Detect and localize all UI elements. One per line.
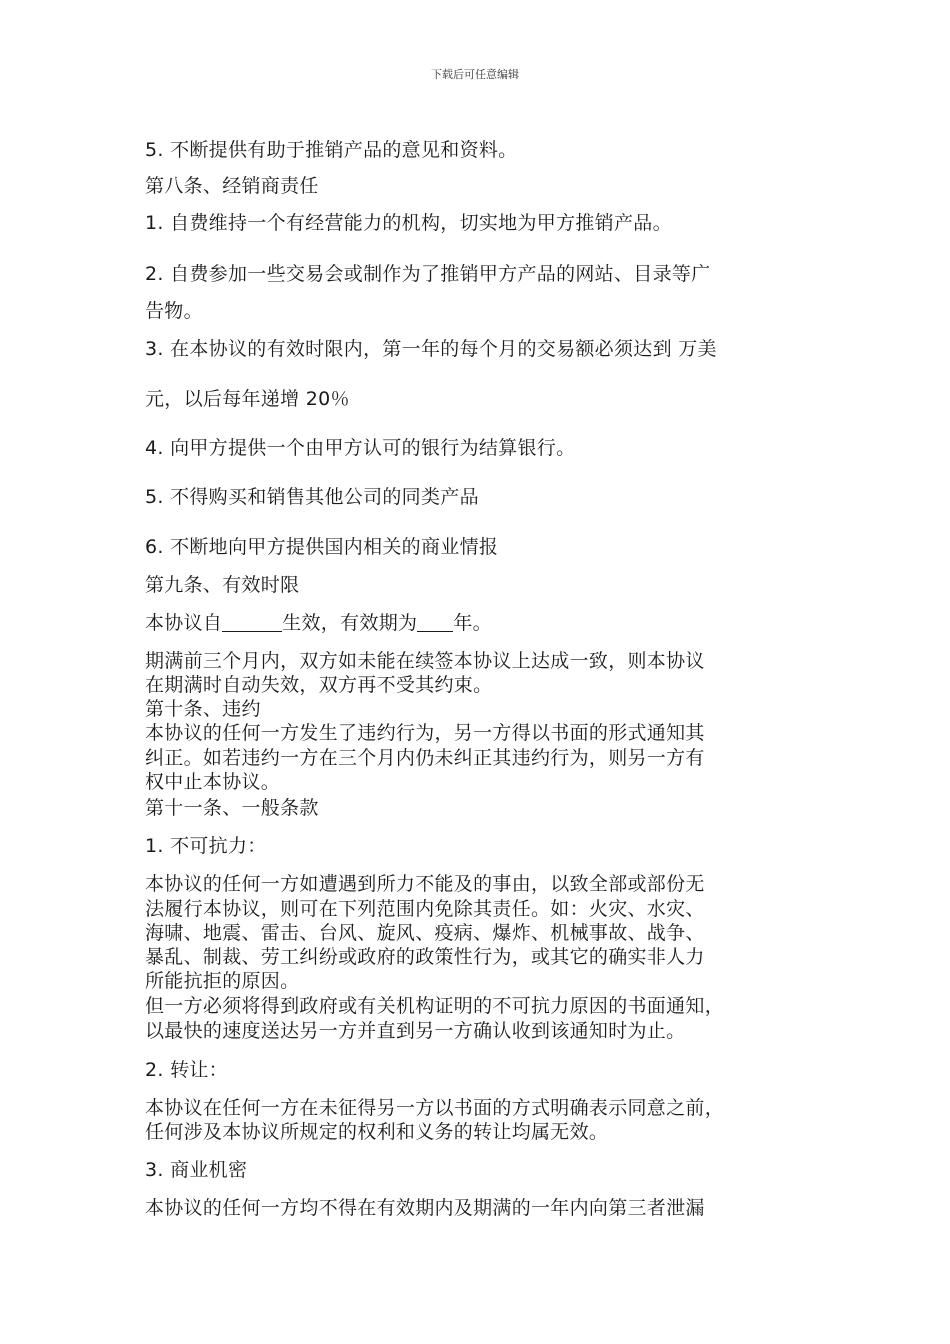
- clause-line: 本协议的任何一方如遭遇到所力不能及的事由，以致全部或部份无: [145, 873, 705, 895]
- subsection-heading: 3. 商业机密: [145, 1159, 248, 1181]
- clause-line: 本协议在任何一方在未征得另一方以书面的方式明确表示同意之前，: [145, 1097, 725, 1119]
- section-heading-article-11: 第十一条、一般条款: [145, 797, 319, 819]
- clause-line: 所能抗拒的原因。: [145, 970, 300, 992]
- section-heading-article-9: 第九条、有效时限: [145, 574, 300, 596]
- section-heading-article-8: 第八条、经销商责任: [145, 175, 319, 197]
- validity-period-line: [145, 611, 492, 635]
- clause-line: 元，以后每年递增 20％: [145, 388, 350, 410]
- clause-line: 1. 自费维持一个有经营能力的机构，切实地为甲方推销产品。: [145, 212, 672, 234]
- clause-line: 暴乱、制裁、劳工纠纷或政府的政策性行为，或其它的确实非人力: [145, 946, 705, 968]
- validity-text-middle: 生效，有效期为: [282, 612, 418, 634]
- clause-line: 3. 在本协议的有效时限内，第一年的每个月的交易额必须达到 万美: [145, 338, 717, 360]
- clause-line: 以最快的速度送达另一方并直到另一方确认收到该通知时为止。: [145, 1020, 686, 1042]
- clause-line: 权中止本协议。: [145, 771, 281, 793]
- clause-line: 但一方必须将得到政府或有关机构证明的不可抗力原因的书面通知，: [145, 995, 725, 1017]
- clause-line: 期满前三个月内，双方如未能在续签本协议上达成一致，则本协议: [145, 650, 705, 672]
- clause-line: 4. 向甲方提供一个由甲方认可的银行为结算银行。: [145, 437, 576, 459]
- clause-line: 本协议的任何一方均不得在有效期内及期满的一年内向第三者泄漏: [145, 1197, 705, 1219]
- validity-text-end: 年。: [453, 612, 492, 634]
- effective-date-blank[interactable]: [222, 611, 282, 632]
- clause-line: 5. 不断提供有助于推销产品的意见和资料。: [145, 139, 518, 161]
- clause-line: 告物。: [145, 300, 203, 322]
- subsection-heading: 2. 转让：: [145, 1059, 228, 1081]
- subsection-heading: 1. 不可抗力：: [145, 835, 267, 857]
- clause-line: 海啸、地震、雷击、台风、旋风、疫病、爆炸、机械事故、战争、: [145, 922, 705, 944]
- clause-line: 法履行本协议，则可在下列范围内免除其责任。如：火灾、水灾、: [145, 898, 705, 920]
- clause-line: 任何涉及本协议所规定的权利和义务的转让均属无效。: [145, 1121, 609, 1143]
- clause-line: 本协议的任何一方发生了违约行为，另一方得以书面的形式通知其: [145, 722, 705, 744]
- validity-years-blank[interactable]: [417, 611, 453, 632]
- clause-line: 5. 不得购买和销售其他公司的同类产品: [145, 486, 479, 508]
- clause-line: 纠正。如若违约一方在三个月内仍未纠正其违约行为，则另一方有: [145, 747, 705, 769]
- clause-line: 2. 自费参加一些交易会或制作为了推销甲方产品的网站、目录等广: [145, 263, 711, 285]
- clause-line: 在期满时自动失效，双方再不受其约束。: [145, 674, 493, 696]
- section-heading-article-10: 第十条、违约: [145, 698, 261, 720]
- validity-text-start: 本协议自: [145, 612, 223, 634]
- clause-line: 6. 不断地向甲方提供国内相关的商业情报: [145, 536, 499, 558]
- page-header-note: 下载后可任意编辑: [431, 68, 519, 81]
